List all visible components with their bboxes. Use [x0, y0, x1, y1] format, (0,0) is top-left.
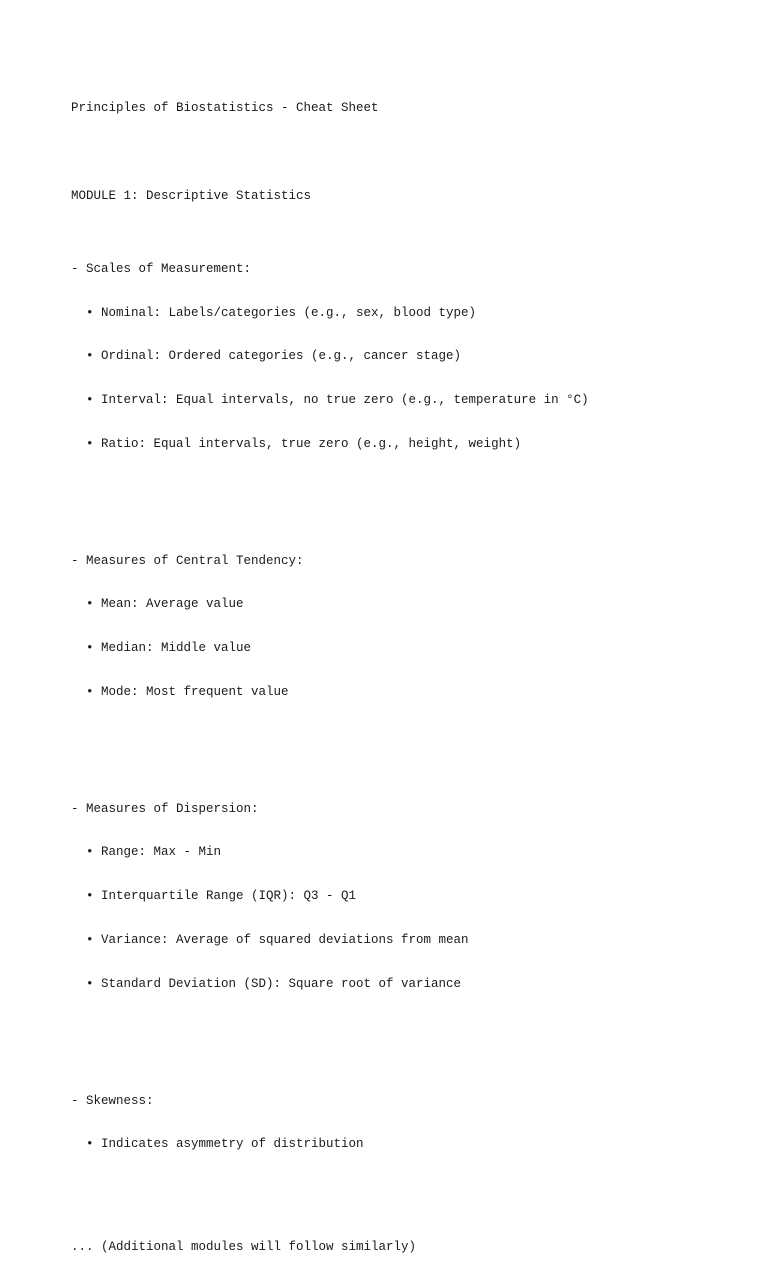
list-item: [71, 306, 731, 321]
list-item-text: Ordinal: Ordered categories (e.g., cancer stage): [101, 349, 462, 364]
list-item-text: Ratio: Equal intervals, true zero (e.g., height, weight): [101, 436, 522, 451]
section-heading: - Skewness:: [71, 1093, 154, 1108]
list-item-text: Interquartile Range (IQR): Q3 - Q1: [101, 889, 357, 904]
bullet-icon: •: [86, 597, 94, 612]
list-item: [71, 933, 731, 948]
list-item-text: Nominal: Labels/categories (e.g., sex, blood type): [101, 305, 477, 320]
bullet-icon: •: [86, 684, 94, 699]
section-heading: - Measures of Central Tendency:: [71, 553, 304, 568]
bullet-icon: •: [86, 305, 94, 320]
bullet-icon: •: [86, 641, 94, 656]
spacer: [71, 145, 731, 160]
cheat-sheet-document: [71, 72, 731, 1269]
section-heading: - Scales of Measurement:: [71, 261, 252, 276]
list-item: [71, 349, 731, 364]
bullet-icon: •: [86, 349, 94, 364]
bullet-icon: •: [86, 933, 94, 948]
bullet-icon: •: [86, 845, 94, 860]
footer-note: ... (Additional modules will follow similarly): [71, 1239, 417, 1254]
spacer: [71, 1181, 731, 1196]
list-item: [71, 977, 731, 992]
document-title: Principles of Biostatistics - Cheat Sheet: [71, 101, 379, 116]
bullet-icon: •: [86, 976, 94, 991]
list-item-text: Mean: Average value: [101, 597, 244, 612]
list-item: [71, 641, 731, 656]
list-item: [71, 597, 731, 612]
list-item: [71, 845, 731, 860]
list-item: [71, 393, 731, 408]
spacer: [71, 1021, 731, 1036]
list-item-text: Standard Deviation (SD): Square root of variance: [101, 976, 462, 991]
list-item-text: Range: Max - Min: [101, 845, 222, 860]
list-item: [71, 437, 731, 452]
spacer: [71, 729, 731, 744]
list-item-text: Mode: Most frequent value: [101, 684, 289, 699]
bullet-icon: •: [86, 436, 94, 451]
list-item: [71, 685, 731, 700]
list-item: [71, 889, 731, 904]
bullet-icon: •: [86, 889, 94, 904]
bullet-icon: •: [86, 1137, 94, 1152]
list-item-text: Median: Middle value: [101, 641, 252, 656]
bullet-icon: •: [86, 393, 94, 408]
list-item-text: Variance: Average of squared deviations from mean: [101, 933, 469, 948]
module-heading: MODULE 1: Descriptive Statistics: [71, 188, 312, 203]
spacer: [71, 481, 731, 496]
list-item-text: Indicates asymmetry of distribution: [101, 1137, 364, 1152]
section-heading: - Measures of Dispersion:: [71, 801, 259, 816]
list-item-text: Interval: Equal intervals, no true zero (e.g., temperature in °C): [101, 393, 589, 408]
list-item: [71, 1137, 731, 1152]
